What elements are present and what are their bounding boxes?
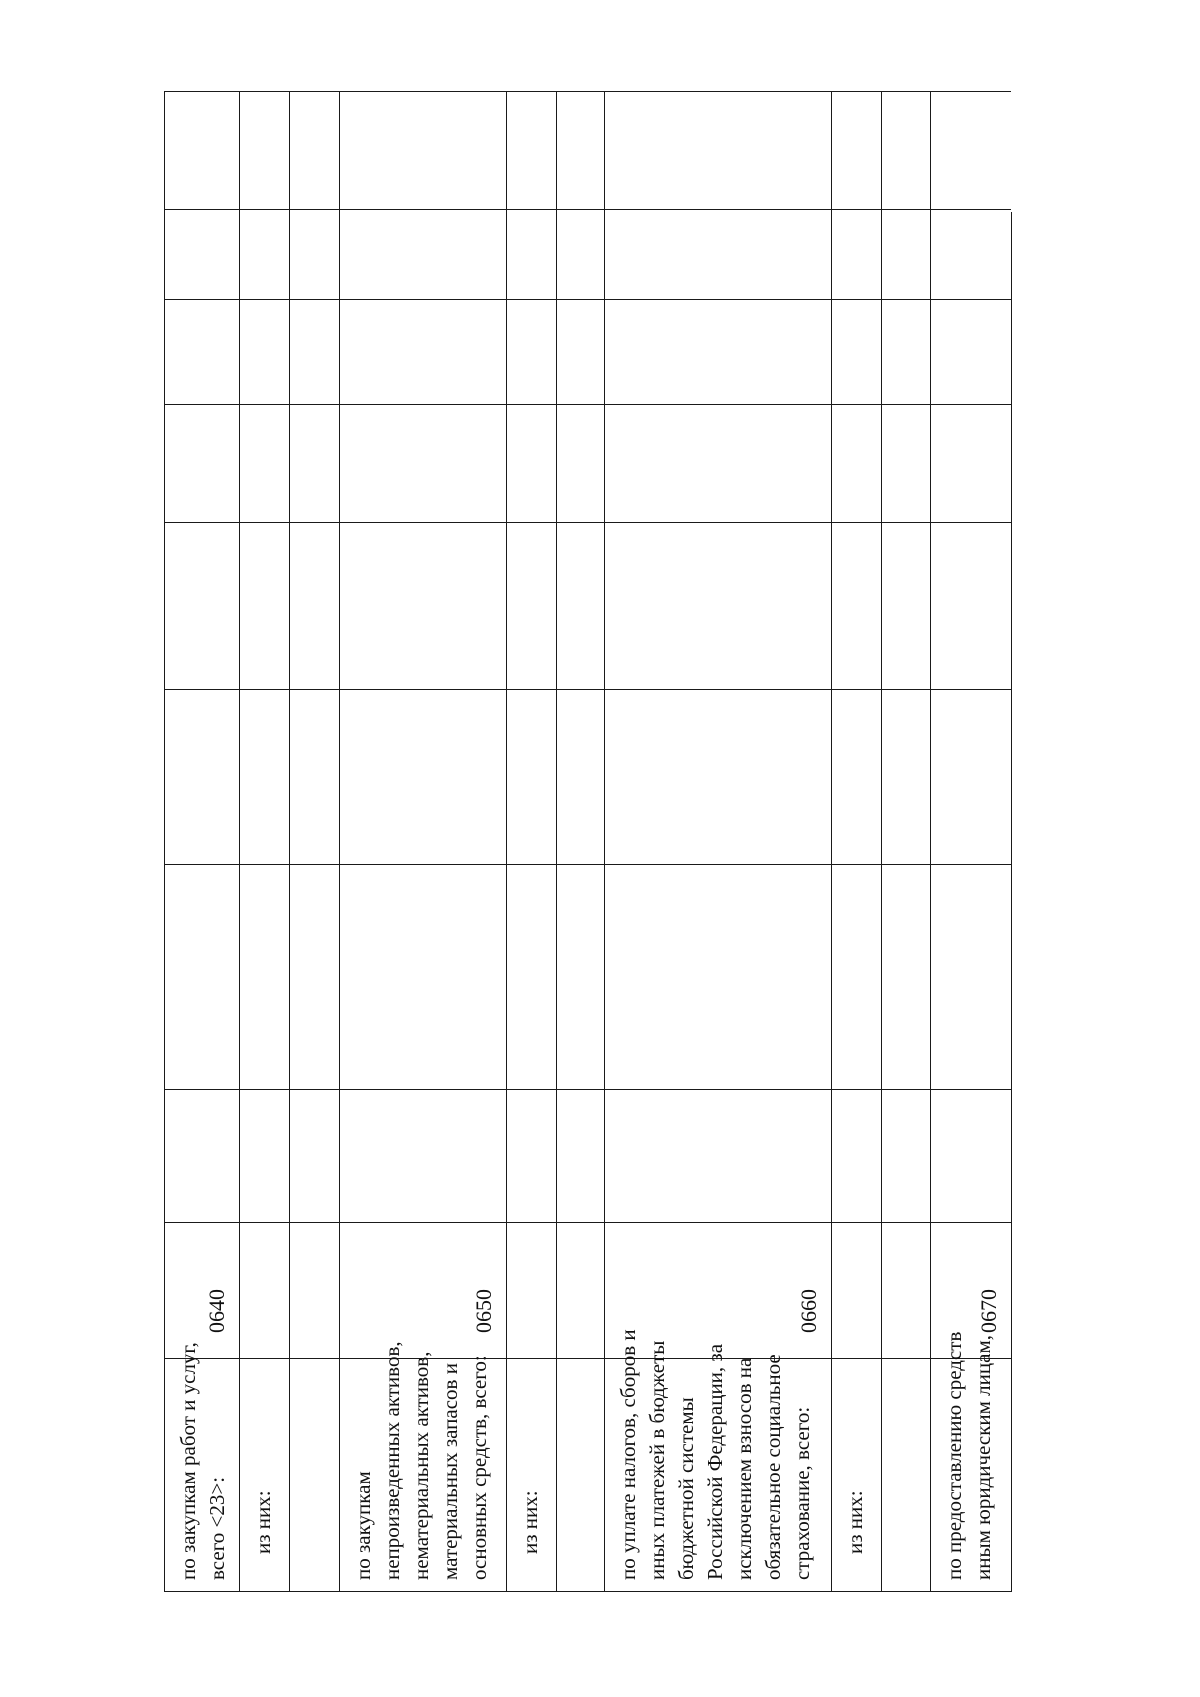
table-row-line	[339, 92, 340, 1592]
row-code: 0660	[796, 1289, 821, 1333]
row-label-line: иным юридическим лицам,	[971, 1335, 995, 1580]
table-col-line	[164, 1358, 1011, 1359]
row-label-line: по закупкам работ и услуг,	[176, 1342, 200, 1580]
row-code: 0650	[471, 1289, 496, 1333]
table-row-line	[556, 92, 557, 1592]
table-row-line	[164, 92, 165, 1592]
table-row-line	[930, 92, 931, 1592]
table-col-line	[164, 209, 1011, 210]
row-label-line: по предоставлению средств	[942, 1331, 966, 1580]
row-label-line: материальных запасов и	[438, 1363, 462, 1580]
table-row-line	[831, 92, 832, 1592]
table-row-line	[239, 92, 240, 1592]
row-label-line: по закупкам	[351, 1471, 375, 1580]
row-label-line: иных платежей в бюджеты	[645, 1340, 669, 1580]
table-col-line	[164, 404, 1011, 405]
row-label-line: из них:	[518, 1490, 542, 1554]
row-label-line: по уплате налогов, сборов и	[616, 1329, 640, 1580]
table-col-line	[164, 522, 1011, 523]
row-label-line: всего <23>:	[205, 1476, 229, 1580]
row-code: 0670	[976, 1289, 1001, 1333]
row-label-line: бюджетной системы	[674, 1397, 698, 1580]
table-row-line	[1011, 212, 1012, 1592]
table-col-line	[164, 864, 1011, 865]
row-label-line: нематериальных активов,	[409, 1351, 433, 1580]
row-label-line: основных средств, всего:	[467, 1355, 491, 1580]
table-col-line	[164, 1591, 1011, 1592]
row-code: 0640	[204, 1289, 229, 1333]
table-row-line	[604, 92, 605, 1592]
row-label-line: исключением взносов на	[732, 1357, 756, 1580]
table-col-line	[164, 1089, 1011, 1090]
row-label-line: из них:	[843, 1490, 867, 1554]
table-col-line	[164, 299, 1011, 300]
row-label-line: из них:	[251, 1490, 275, 1554]
table-row-line	[881, 92, 882, 1592]
rotated-table	[0, 497, 1200, 1697]
row-label-line: непроизведенных активов,	[380, 1341, 404, 1580]
row-label-line: Российской Федерации, за	[703, 1343, 727, 1580]
table-col-line	[164, 1222, 1011, 1223]
table-row-line	[289, 92, 290, 1592]
table-col-line	[164, 689, 1011, 690]
row-label-line: обязательное социальное	[761, 1354, 785, 1580]
table-row-line	[506, 92, 507, 1592]
table-col-line	[164, 91, 1011, 92]
row-label-line: страхование, всего:	[790, 1406, 814, 1580]
